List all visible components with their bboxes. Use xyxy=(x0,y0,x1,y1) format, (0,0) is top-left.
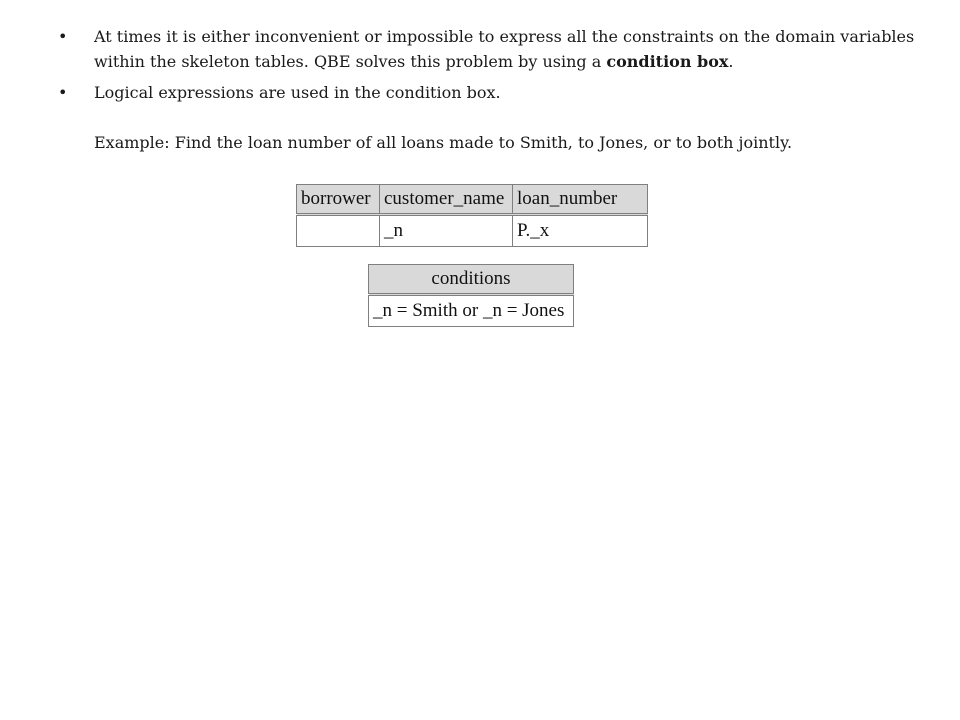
header-borrower: borrower xyxy=(297,185,380,215)
bullet-text: Logical expressions are used in the condition box. xyxy=(94,83,501,102)
bullet-text: At times it is either inconvenient or impossible to express all the constraints on the domain variables within the skeleton tables. QBE solves this problem by using a xyxy=(94,27,915,71)
cell-customer-name: _n xyxy=(380,215,513,247)
skeleton-header-row xyxy=(297,185,648,215)
condition-expression: _n = Smith or _n = Jones xyxy=(369,295,574,327)
header-customer-name: customer_name xyxy=(380,185,513,215)
bullet-text-end: . xyxy=(728,52,734,71)
bullet-item-logical-expressions xyxy=(58,80,918,155)
bullet-list xyxy=(58,24,918,155)
cell-borrower xyxy=(297,215,380,247)
bullet-bold-term: condition box xyxy=(606,52,729,71)
condition-header: conditions xyxy=(369,265,574,295)
bullet-dot: • xyxy=(58,83,68,102)
skeleton-table xyxy=(296,184,648,247)
header-loan-number: loan_number xyxy=(513,185,648,215)
condition-header-row xyxy=(369,265,574,295)
example-text: Example: Find the loan number of all loans made to Smith, to Jones, or to both jointly. xyxy=(94,133,793,152)
condition-box xyxy=(368,264,574,327)
cell-loan-number: P._x xyxy=(513,215,648,247)
condition-data-row xyxy=(369,295,574,327)
skeleton-data-row xyxy=(297,215,648,247)
bullet-item-condition-box xyxy=(58,24,918,74)
bullet-dot: • xyxy=(58,27,68,46)
